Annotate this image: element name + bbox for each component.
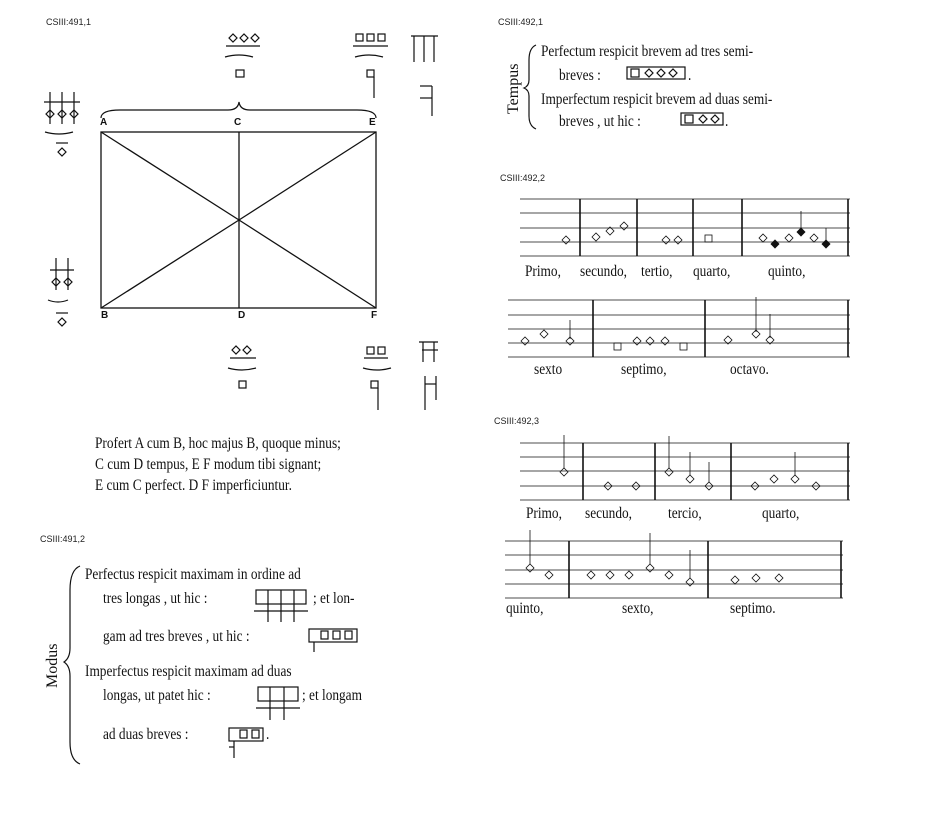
brace-left-a (45, 132, 73, 134)
staff-492-2-row1 (520, 199, 850, 256)
tempus-line-1: Perfectum respicit brevem ad tres semi- (541, 43, 754, 60)
modus-notation-3 (256, 687, 300, 720)
ref-492-2: CSIII:492,2 (500, 173, 546, 183)
staff-492-2-row2 (508, 297, 850, 357)
tempus-line-2a: breves : (559, 67, 601, 84)
lyric-septimo: septimo, (621, 361, 667, 378)
longa-group-right-bottom (419, 342, 438, 410)
brace-bottom-f (363, 368, 391, 370)
semibreve-group-d (230, 346, 256, 388)
verse-line-3: E cum C perfect. D F imperficiuntur. (95, 477, 292, 494)
lyric-quarto: quarto, (693, 263, 731, 280)
longa-group-right-top (411, 36, 438, 116)
modus-notation-1 (254, 590, 308, 622)
modus-line-1: Perfectus respicit maximam in ordine ad (85, 566, 301, 583)
lyric-octavo: octavo. (730, 361, 769, 378)
tempus-label: Tempus (505, 63, 522, 114)
corner-label-c: C (234, 117, 242, 128)
tempus-line-4a: breves , ut hic : (559, 113, 641, 130)
staff-492-3-row1 (520, 435, 850, 500)
lyric-quarto-2: quarto, (762, 505, 800, 522)
lyric-secundo-2: secundo, (585, 505, 633, 522)
corner-label-a: A (100, 117, 108, 128)
modus-line-5a: longas, ut patet hic : (103, 687, 211, 704)
ref-491-2: CSIII:491,2 (40, 534, 86, 544)
verse-line-1: Profert A cum B, hoc majus B, quoque minus; (95, 435, 341, 452)
lyric-secundo: secundo, (580, 263, 628, 280)
semibreve-group-b (50, 258, 74, 326)
modus-notation-4 (229, 728, 263, 758)
modus-line-6b: . (266, 726, 270, 743)
brace-bottom-d (228, 368, 256, 370)
corner-label-e: E (369, 117, 376, 128)
modus-brace (64, 566, 80, 764)
lyric-quinto: quinto, (768, 263, 806, 280)
brace-top-c (225, 55, 253, 57)
corner-label-b: B (101, 310, 109, 321)
brevis-group-e (353, 34, 388, 98)
modus-line-2b: ; et lon- (313, 590, 355, 607)
tempus-line-4b: . (725, 113, 729, 130)
tempus-line-2b: . (688, 67, 692, 84)
tempus-brace (524, 45, 536, 129)
modus-line-5b: ; et longam (302, 687, 362, 704)
staff-492-3-row2 (505, 530, 843, 598)
ref-492-1: CSIII:492,1 (498, 17, 544, 27)
lyric-sexto: sexto (534, 361, 563, 378)
tempus-notation-2 (681, 113, 723, 125)
modus-notation-2 (309, 629, 357, 652)
modus-line-2a: tres longas , ut hic : (103, 590, 208, 607)
corner-label-d: D (238, 310, 246, 321)
lyric-primo-2: Primo, (526, 505, 562, 522)
brevis-group-f (364, 347, 388, 410)
ref-491-1: CSIII:491,1 (46, 17, 92, 27)
ref-492-3: CSIII:492,3 (494, 416, 540, 426)
tempus-notation-1 (627, 67, 685, 79)
modus-label: Modus (44, 643, 61, 688)
mensuration-rectangle (101, 132, 376, 308)
modus-line-6: ad duas breves : (103, 726, 189, 743)
modus-line-4: Imperfectus respicit maximam ad duas (85, 663, 292, 680)
semibreve-group-a (44, 92, 80, 156)
modus-line-3: gam ad tres breves , ut hic : (103, 628, 250, 645)
lyric-quinto-2: quinto, (506, 600, 544, 617)
brace-left-b (48, 300, 68, 302)
brace-top (101, 102, 376, 118)
lyric-tertio: tertio, (641, 263, 673, 280)
lyric-septimo-2: septimo. (730, 600, 776, 617)
brace-top-e (355, 55, 383, 57)
tempus-line-3: Imperfectum respicit brevem ad duas semi- (541, 91, 773, 108)
lyric-tercio: tercio, (668, 505, 702, 522)
corner-label-f: F (371, 310, 378, 321)
lyric-primo: Primo, (525, 263, 561, 280)
lyric-sexto-2: sexto, (622, 600, 654, 617)
verse-line-2: C cum D tempus, E F modum tibi signant; (95, 456, 322, 473)
